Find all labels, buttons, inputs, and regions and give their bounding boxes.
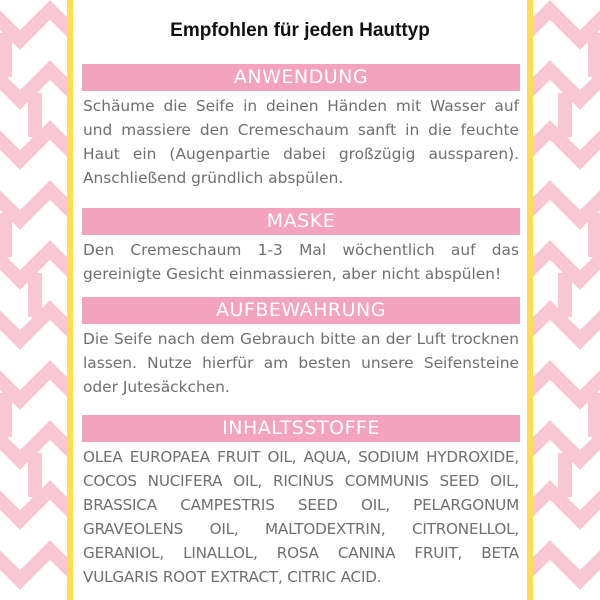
section-text-inhaltsstoffe: OLEA EUROPAEA FRUIT OIL, AQUA, SODIUM HYDROXIDE, COCOS NUCIFERA OIL, RICINUS COMMUNIS SEED OIL, BRASSICA CAMPESTRIS SEED OIL, PELARGONUM GRAVEOLENS OIL, MALTODEXTRIN, CITRONELLOL, GERANIOL, LINALLOL, ROSA CANINA FRUIT, BETA VULGARIS ROOT EXTRACT, CITRIC ACID. — [83, 448, 519, 586]
section-text-anwendung: Schäume die Seife in deinen Händen mit Wasser auf und massiere den Cremeschaum sanft in die feuchte Haut ein (Augenpartie dabei großzügig aussparen). Anschließend gründlich abspülen. — [83, 97, 519, 187]
section-heading-maske: MASKE — [82, 208, 520, 235]
content-panel — [67, 0, 533, 600]
section-heading-aufbewahrung: AUFBEWAHRUNG — [82, 297, 520, 324]
page-title: Empfohlen für jeden Hauttyp — [170, 20, 430, 41]
section-heading-inhaltsstoffe: INHALTSSTOFFE — [82, 415, 520, 442]
section-text-maske: Den Cremeschaum 1-3 Mal wöchentlich auf das gereinigte Gesicht einmassieren, aber nicht abspülen! — [83, 241, 519, 283]
section-text-aufbewahrung: Die Seife nach dem Gebrauch bitte an der Luft trocknen lassen. Nutze hierfür am besten unsere Seifensteine oder Jutesäckchen. — [83, 330, 519, 396]
section-heading-anwendung: ANWENDUNG — [82, 64, 520, 91]
